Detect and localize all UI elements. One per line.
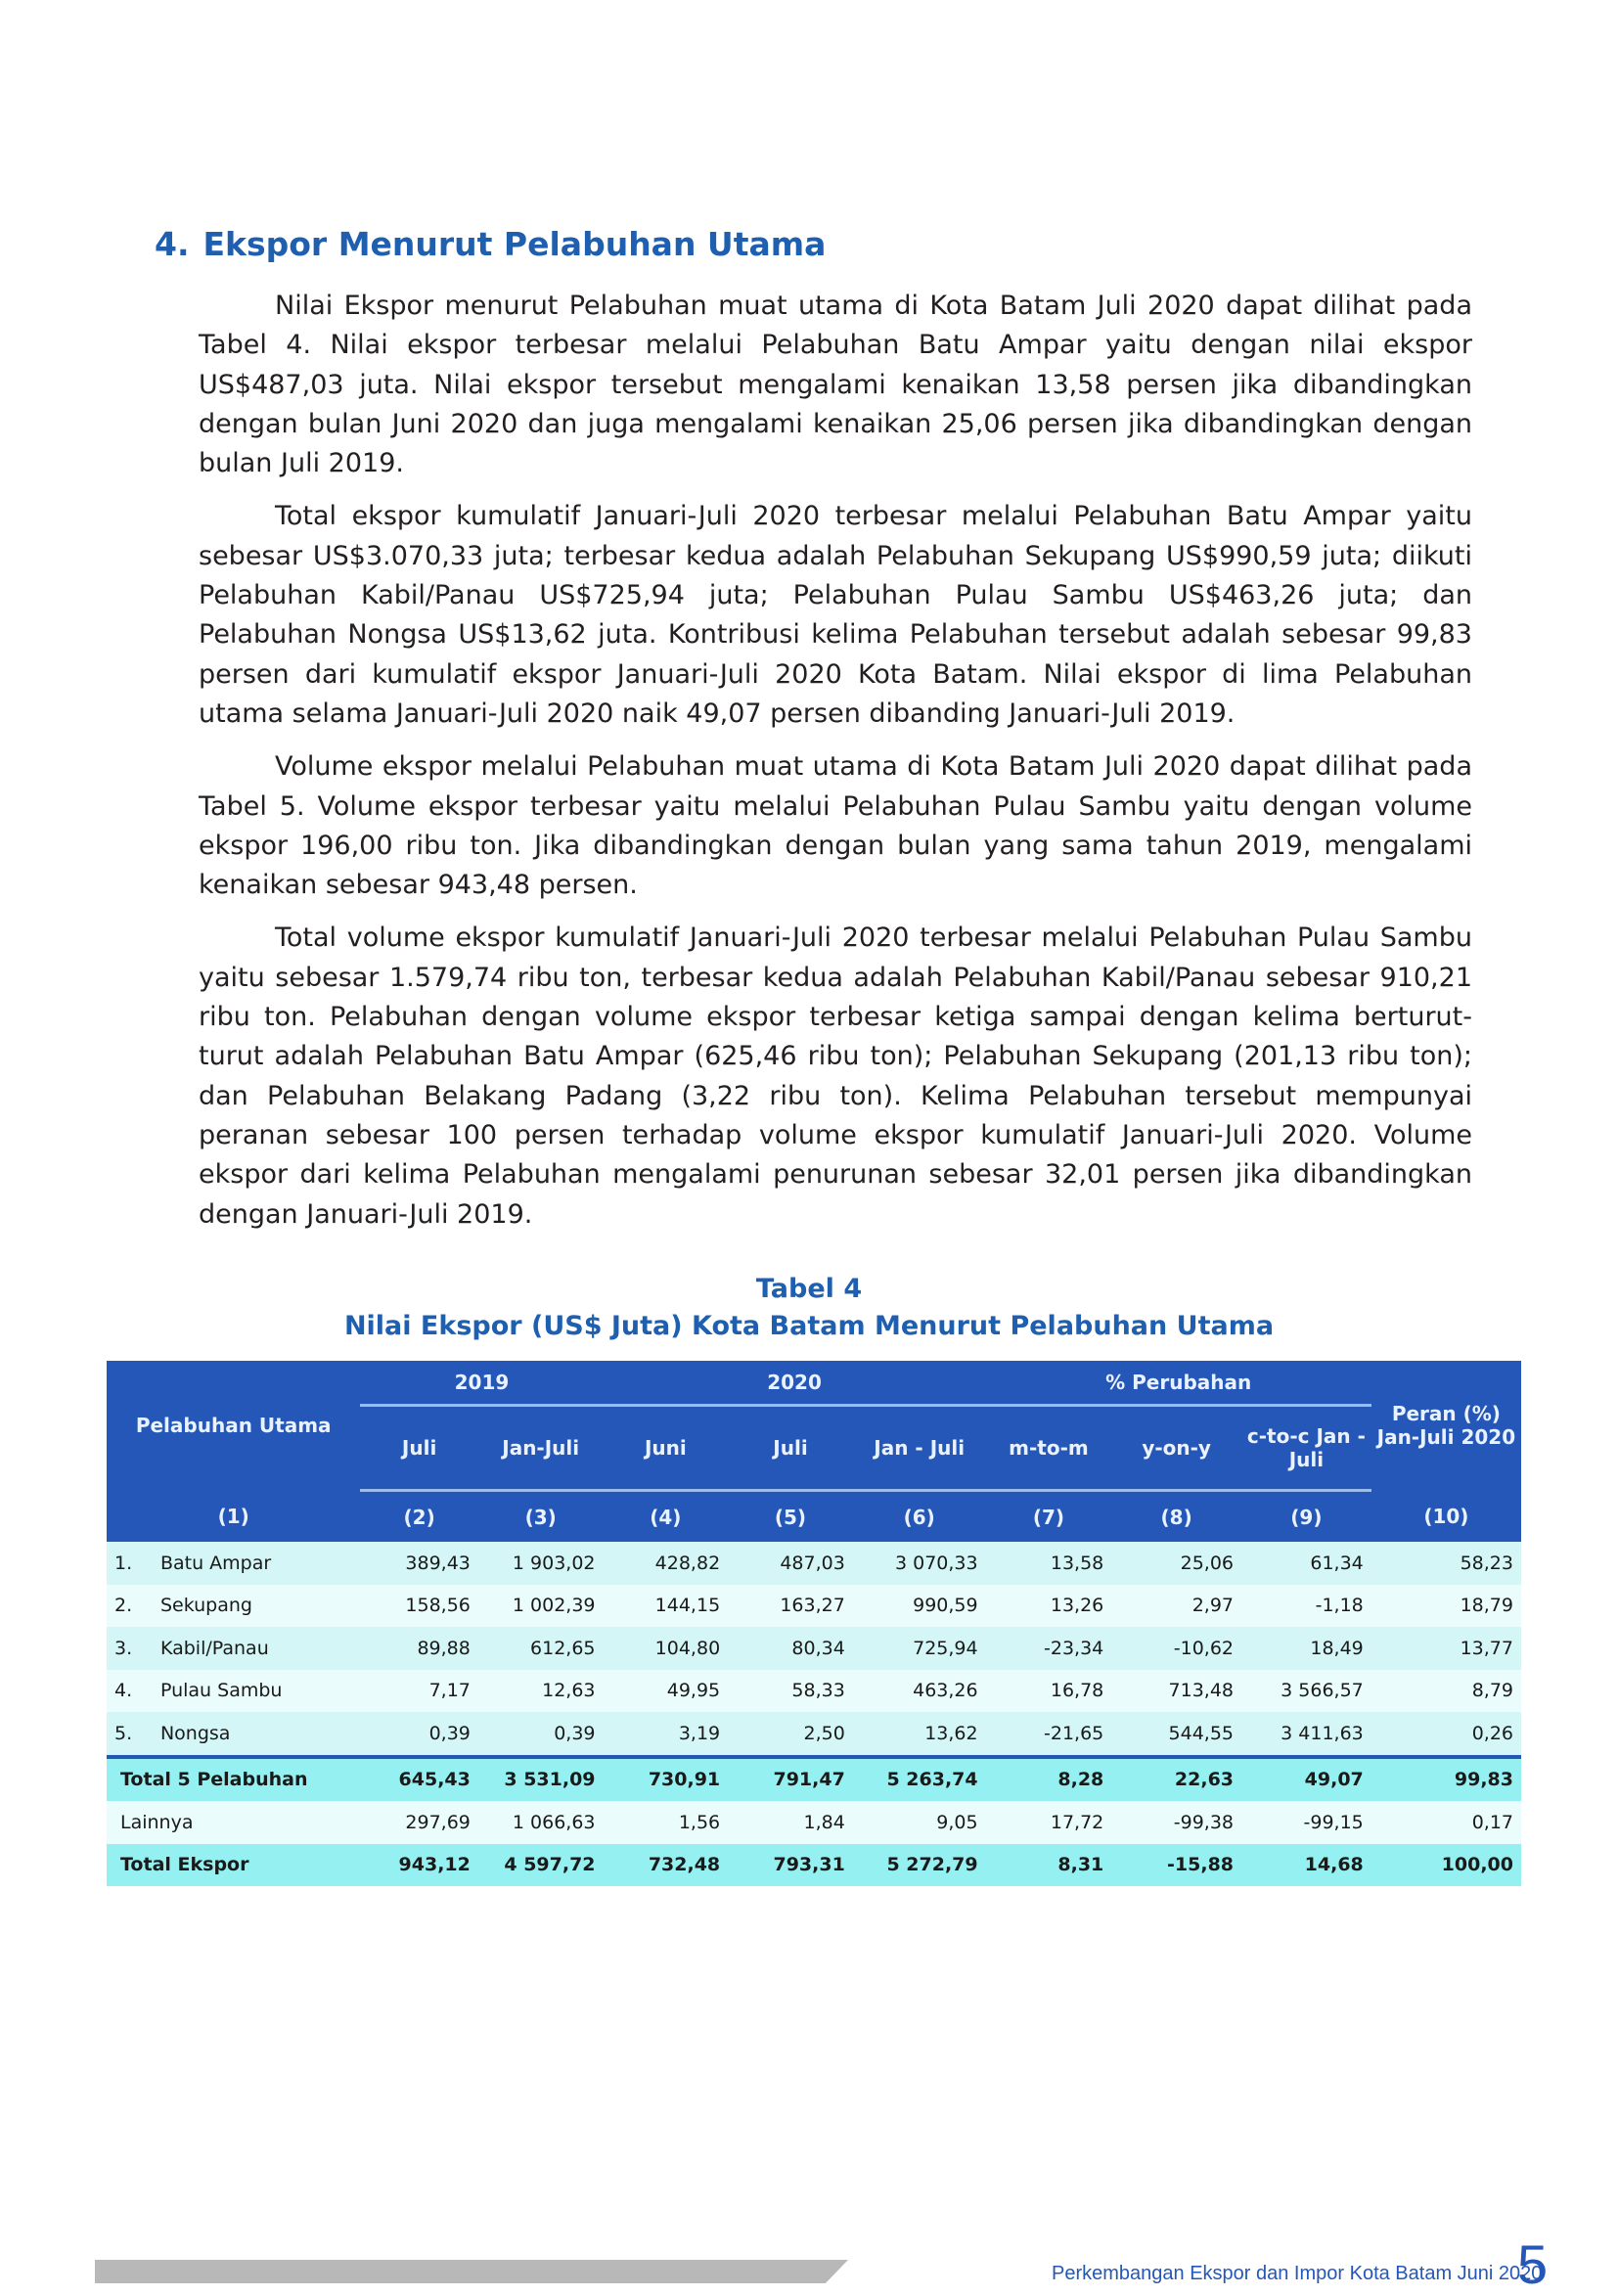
- cell: 1,84: [728, 1801, 853, 1844]
- cell: 14,68: [1241, 1844, 1371, 1887]
- col-number: (8): [1111, 1491, 1241, 1543]
- col-number: (3): [478, 1491, 604, 1543]
- page-number: 5: [1517, 2233, 1549, 2295]
- col-number: (9): [1241, 1491, 1371, 1543]
- section-title: Ekspor Menurut Pelabuhan Utama: [202, 225, 827, 263]
- table-row: [107, 1670, 1521, 1713]
- port-name: Sekupang: [153, 1585, 360, 1628]
- cell: 389,43: [360, 1542, 478, 1585]
- header-juni-2020: Juni: [604, 1406, 729, 1491]
- cell: 13,62: [853, 1712, 986, 1757]
- section-number: 4.: [155, 225, 190, 263]
- cell: 3 531,09: [478, 1757, 604, 1802]
- cell: -1,18: [1241, 1585, 1371, 1628]
- row-number: 4.: [107, 1670, 153, 1713]
- table-row: [107, 1585, 1521, 1628]
- header-port: Pelabuhan Utama: [107, 1361, 360, 1491]
- cell: 3 070,33: [853, 1542, 986, 1585]
- cell: 13,77: [1371, 1627, 1521, 1670]
- cell: 5 272,79: [853, 1844, 986, 1887]
- cell: 791,47: [728, 1757, 853, 1802]
- cell: 16,78: [986, 1670, 1112, 1713]
- cell: 3 411,63: [1241, 1712, 1371, 1757]
- header-ctoc: c-to-c Jan - Juli: [1241, 1406, 1371, 1491]
- cell: 1 903,02: [478, 1542, 604, 1585]
- cell: 1 002,39: [478, 1585, 604, 1628]
- cell: 544,55: [1111, 1712, 1241, 1757]
- row-number: 3.: [107, 1627, 153, 1670]
- cell: 99,83: [1371, 1757, 1521, 1802]
- cell: 3 566,57: [1241, 1670, 1371, 1713]
- summary-label: Total 5 Pelabuhan: [107, 1757, 360, 1802]
- cell: 732,48: [604, 1844, 729, 1887]
- header-janjuli-2020: Jan - Juli: [853, 1406, 986, 1491]
- cell: -23,34: [986, 1627, 1112, 1670]
- cell: 0,39: [478, 1712, 604, 1757]
- header-role: Peran (%) Jan-Juli 2020: [1371, 1361, 1521, 1491]
- cell: 793,31: [728, 1844, 853, 1887]
- port-name: Nongsa: [153, 1712, 360, 1757]
- row-number: 2.: [107, 1585, 153, 1628]
- cell: 13,58: [986, 1542, 1112, 1585]
- cell: 12,63: [478, 1670, 604, 1713]
- paragraph: Total ekspor kumulatif Januari-Juli 2020 terbesar melalui Pelabuhan Batu Ampar yaitu sebesar US$3.070,33 juta; terbesar kedua adalah Pelabuhan Sekupang US$990,59 juta; diikuti Pelabuhan Kabil/Panau US$725,94 juta; Pelabuhan Pulau Sambu US$463,26 juta; dan Pelabuhan Nongsa US$13,62 juta. Kontribusi kelima Pelabuhan tersebut adalah sebesar 99,83 persen dari kumulatif ekspor Januari-Juli 2020 Kota Batam. Nilai ekspor di lima Pelabuhan utama selama Januari-Juli 2020 naik 49,07 persen dibanding Januari-Juli 2019.: [199, 501, 1472, 729]
- cell: 58,23: [1371, 1542, 1521, 1585]
- cell: -10,62: [1111, 1627, 1241, 1670]
- cell: 1,56: [604, 1801, 729, 1844]
- cell: 7,17: [360, 1670, 478, 1713]
- col-number: (5): [728, 1491, 853, 1543]
- cell: 100,00: [1371, 1844, 1521, 1887]
- port-name: Pulau Sambu: [153, 1670, 360, 1713]
- cell: 3,19: [604, 1712, 729, 1757]
- port-name: Kabil/Panau: [153, 1627, 360, 1670]
- col-number: (10): [1371, 1491, 1521, 1543]
- cell: 0,39: [360, 1712, 478, 1757]
- cell: 144,15: [604, 1585, 729, 1628]
- cell: 18,49: [1241, 1627, 1371, 1670]
- cell: 463,26: [853, 1670, 986, 1713]
- cell: 13,26: [986, 1585, 1112, 1628]
- paragraph: Total volume ekspor kumulatif Januari-Juli 2020 terbesar melalui Pelabuhan Pulau Sambu yaitu sebesar 1.579,74 ribu ton, terbesar kedua adalah Pelabuhan Kabil/Panau sebesar 910,21 ribu ton. Pelabuhan dengan volume ekspor terbesar ketiga sampai dengan kelima berturut-turut adalah Pelabuhan Batu Ampar (625,46 ribu ton); Pelabuhan Sekupang (201,13 ribu ton); dan Pelabuhan Belakang Padang (3,22 ribu ton). Kelima Pelabuhan tersebut mempunyai peranan sebesar 100 persen terhadap volume ekspor kumulatif Januari-Juli 2020. Volume ekspor dari kelima Pelabuhan mengalami penurunan sebesar 32,01 persen jika dibandingkan dengan Januari-Juli 2019.: [199, 923, 1472, 1230]
- table-row: [107, 1542, 1521, 1585]
- cell: 25,06: [1111, 1542, 1241, 1585]
- table-caption: Tabel 4: [755, 1274, 863, 1304]
- col-number: (4): [604, 1491, 729, 1543]
- header-2019: 2019: [360, 1361, 603, 1406]
- header-juli-2020: Juli: [728, 1406, 853, 1491]
- cell: 725,94: [853, 1627, 986, 1670]
- cell: 8,31: [986, 1844, 1112, 1887]
- cell: 61,34: [1241, 1542, 1371, 1585]
- cell: 58,33: [728, 1670, 853, 1713]
- header-2020: 2020: [604, 1361, 986, 1406]
- cell: 1 066,63: [478, 1801, 604, 1844]
- cell: 158,56: [360, 1585, 478, 1628]
- cell: 2,50: [728, 1712, 853, 1757]
- cell: 713,48: [1111, 1670, 1241, 1713]
- cell: 612,65: [478, 1627, 604, 1670]
- cell: 80,34: [728, 1627, 853, 1670]
- cell: 487,03: [728, 1542, 853, 1585]
- header-yony: y-on-y: [1111, 1406, 1241, 1491]
- footer-title: Perkembangan Ekspor dan Impor Kota Batam Juni 2020: [1052, 2263, 1543, 2284]
- col-number: (1): [107, 1491, 360, 1543]
- row-number: 1.: [107, 1542, 153, 1585]
- col-number: (2): [360, 1491, 478, 1543]
- cell: 645,43: [360, 1757, 478, 1802]
- cell: 0,26: [1371, 1712, 1521, 1757]
- col-number: (7): [986, 1491, 1112, 1543]
- section-heading: [155, 225, 826, 263]
- table-title: Nilai Ekspor (US$ Juta) Kota Batam Menurut Pelabuhan Utama: [343, 1311, 1275, 1341]
- header-mtom: m-to-m: [986, 1406, 1112, 1491]
- cell: 8,79: [1371, 1670, 1521, 1713]
- cell: 89,88: [360, 1627, 478, 1670]
- cell: -21,65: [986, 1712, 1112, 1757]
- cell: -99,15: [1241, 1801, 1371, 1844]
- cell: 8,28: [986, 1757, 1112, 1802]
- paragraph: Volume ekspor melalui Pelabuhan muat utama di Kota Batam Juli 2020 dapat dilihat pada Tabel 5. Volume ekspor terbesar yaitu melalui Pelabuhan Pulau Sambu yaitu dengan volume ekspor 196,00 ribu ton. Jika dibandingkan dengan bulan yang sama tahun 2019, mengalami kenaikan sebesar 943,48 persen.: [199, 751, 1472, 901]
- export-table: [107, 1361, 1521, 1886]
- row-number: 5.: [107, 1712, 153, 1757]
- cell: 990,59: [853, 1585, 986, 1628]
- cell: 730,91: [604, 1757, 729, 1802]
- header-juli-2019: Juli: [360, 1406, 478, 1491]
- cell: 163,27: [728, 1585, 853, 1628]
- summary-label: Lainnya: [107, 1801, 360, 1844]
- header-change: % Perubahan: [986, 1361, 1371, 1406]
- cell: 49,95: [604, 1670, 729, 1713]
- col-number: (6): [853, 1491, 986, 1543]
- cell: 18,79: [1371, 1585, 1521, 1628]
- cell: -15,88: [1111, 1844, 1241, 1887]
- cell: 104,80: [604, 1627, 729, 1670]
- header-janjuli-2019: Jan-Juli: [478, 1406, 604, 1491]
- summary-row: [107, 1844, 1521, 1887]
- cell: 2,97: [1111, 1585, 1241, 1628]
- cell: 428,82: [604, 1542, 729, 1585]
- cell: 17,72: [986, 1801, 1112, 1844]
- cell: 49,07: [1241, 1757, 1371, 1802]
- summary-label: Total Ekspor: [107, 1844, 360, 1887]
- body-text: [199, 287, 1472, 1248]
- summary-row: [107, 1757, 1521, 1802]
- cell: 4 597,72: [478, 1844, 604, 1887]
- cell: 297,69: [360, 1801, 478, 1844]
- paragraph: Nilai Ekspor menurut Pelabuhan muat utama di Kota Batam Juli 2020 dapat dilihat pada Tabel 4. Nilai ekspor terbesar melalui Pelabuhan Batu Ampar yaitu dengan nilai ekspor US$487,03 juta. Nilai ekspor tersebut mengalami kenaikan 13,58 persen jika dibandingkan dengan bulan Juni 2020 dan juga mengalami kenaikan 25,06 persen jika dibandingkan dengan bulan Juli 2019.: [199, 291, 1472, 479]
- cell: 9,05: [853, 1801, 986, 1844]
- port-name: Batu Ampar: [153, 1542, 360, 1585]
- summary-row: [107, 1801, 1521, 1844]
- cell: 5 263,74: [853, 1757, 986, 1802]
- footer-bar: [95, 2260, 848, 2283]
- cell: -99,38: [1111, 1801, 1241, 1844]
- cell: 943,12: [360, 1844, 478, 1887]
- table-row: [107, 1712, 1521, 1757]
- cell: 0,17: [1371, 1801, 1521, 1844]
- cell: 22,63: [1111, 1757, 1241, 1802]
- table-row: [107, 1627, 1521, 1670]
